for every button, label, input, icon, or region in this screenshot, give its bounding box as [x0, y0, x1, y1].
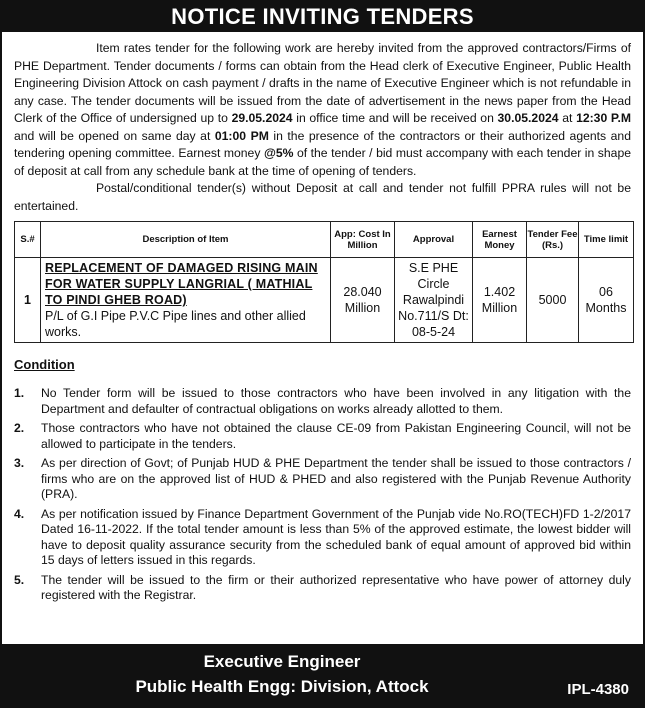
header-fee: Tender Fee (Rs.) — [527, 222, 579, 258]
condition-text: As per notification issued by Finance Department Government of the Punjab vide No.RO(TECH)FD 1-2/2017 Dated 16-11-2022. If the total tender amount is less than 5% of the approved estimate, the lowest bidder will have to deposit quality assurance security from the scheduled bank of equal amount of approved bid within 15 days of letters issued in this regards. — [41, 506, 631, 567]
header-description: Description of Item — [41, 222, 331, 258]
cell-time: 06 Months — [579, 258, 634, 343]
signatory-title: Executive Engineer — [203, 652, 361, 671]
tender-table — [14, 221, 634, 343]
work-detail: P/L of G.I Pipe P.V.C Pipe lines and other allied works. — [45, 309, 306, 339]
cell-approval: S.E PHE Circle Rawalpindi No.711/S Dt: 08-5-24 — [395, 258, 473, 343]
table-header-row — [15, 222, 634, 258]
ipl-reference: IPL-4380 — [567, 681, 629, 698]
condition-number: 4. — [14, 506, 25, 521]
header-time: Time limit — [579, 222, 634, 258]
intro-p2-text: Postal/conditional tender(s) without Deposit at call and tender not fulfill PPRA rules will not be entertained. — [14, 181, 631, 213]
intro-text-segment: and will be opened on same day at — [14, 128, 215, 143]
footer — [2, 644, 643, 706]
conditions-list — [14, 386, 631, 604]
intro-text-segment: Item rates tender for the following work are hereby invited from the approved contractors/Firms of PHE Department. Tender documents / forms can obtain from the Head clerk of Executive Engineer, Public Health Engineering Division Attock on cash payment / drafts in the name of Executive Engineer which is not refundable in any case. The tender documents will be issued from the date of advertisement in the news paper from the Head Clerk of the Office of undersigned up to — [14, 41, 631, 125]
cell-description — [41, 258, 331, 343]
header-cost: App: Cost In Million — [331, 222, 395, 258]
condition-item — [14, 456, 631, 503]
intro-emphasis: 12:30 P.M — [576, 111, 632, 125]
condition-text: Those contractors who have not obtained the clause CE-09 from Pakistan Engineering Council, will not be allowed to participate in the tenders. — [41, 421, 631, 451]
work-title: REPLACEMENT OF DAMAGED RISING MAIN FOR WATER SUPPLY LANGRIAL ( MATHIAL TO PINDI GHEB ROAD) — [45, 261, 318, 307]
condition-heading: Condition — [14, 357, 75, 372]
intro-emphasis: 01:00 PM — [214, 128, 269, 143]
condition-item — [14, 421, 631, 452]
condition-text: No Tender form will be issued to those contractors who have been involved in any litigation with the Department and defaulter of contractual obligations on works already allotted to them. — [41, 386, 631, 416]
header-approval: Approval — [395, 222, 473, 258]
cell-earnest: 1.402 Million — [473, 258, 527, 343]
cell-cost: 28.040 Million — [331, 258, 395, 343]
intro-emphasis: @5% — [263, 146, 294, 160]
condition-item — [14, 507, 631, 569]
intro-text — [2, 32, 643, 215]
condition-number: 2. — [14, 421, 25, 435]
intro-text-segment: in office time and will be received on — [292, 111, 498, 125]
table-row — [15, 258, 634, 343]
cell-fee: 5000 — [527, 258, 579, 343]
condition-number: 1. — [14, 386, 25, 400]
cell-sno: 1 — [15, 258, 41, 343]
intro-text-segment: in the presence of the contractors or their authorized agents and tendering opening committee. Earnest money — [14, 128, 631, 160]
condition-item — [14, 573, 631, 604]
header-earnest: Earnest Money — [473, 222, 527, 258]
condition-number: 5. — [14, 572, 25, 587]
intro-text-segment: of the tender / bid must accompany with each tender in shape of deposit at call from any schedule bank at the time of opening of tenders. — [14, 146, 632, 178]
header-sno: S.# — [15, 222, 41, 258]
condition-item — [14, 386, 631, 417]
condition-text: As per direction of Govt; of Punjab HUD & PHE Department the tender shall be issued to those contractors / firms who are on the approved list of HUD & PHED and also registered with the Punjab Revenue Authority (PRA). — [41, 456, 631, 501]
signatory-office: Public Health Engg: Division, Attock — [135, 677, 429, 696]
notice-title: NOTICE INVITING TENDERS — [2, 2, 643, 32]
condition-number: 3. — [14, 456, 25, 470]
intro-paragraph-1 — [14, 40, 631, 180]
intro-paragraph-2 — [14, 180, 631, 215]
intro-emphasis: 29.05.2024 — [231, 111, 293, 125]
intro-text-segment: at — [558, 111, 577, 125]
intro-emphasis: 30.05.2024 — [497, 111, 559, 125]
condition-text: The tender will be issued to the firm or their authorized representative who have power of attorney duly registered with the Registrar. — [41, 572, 631, 602]
